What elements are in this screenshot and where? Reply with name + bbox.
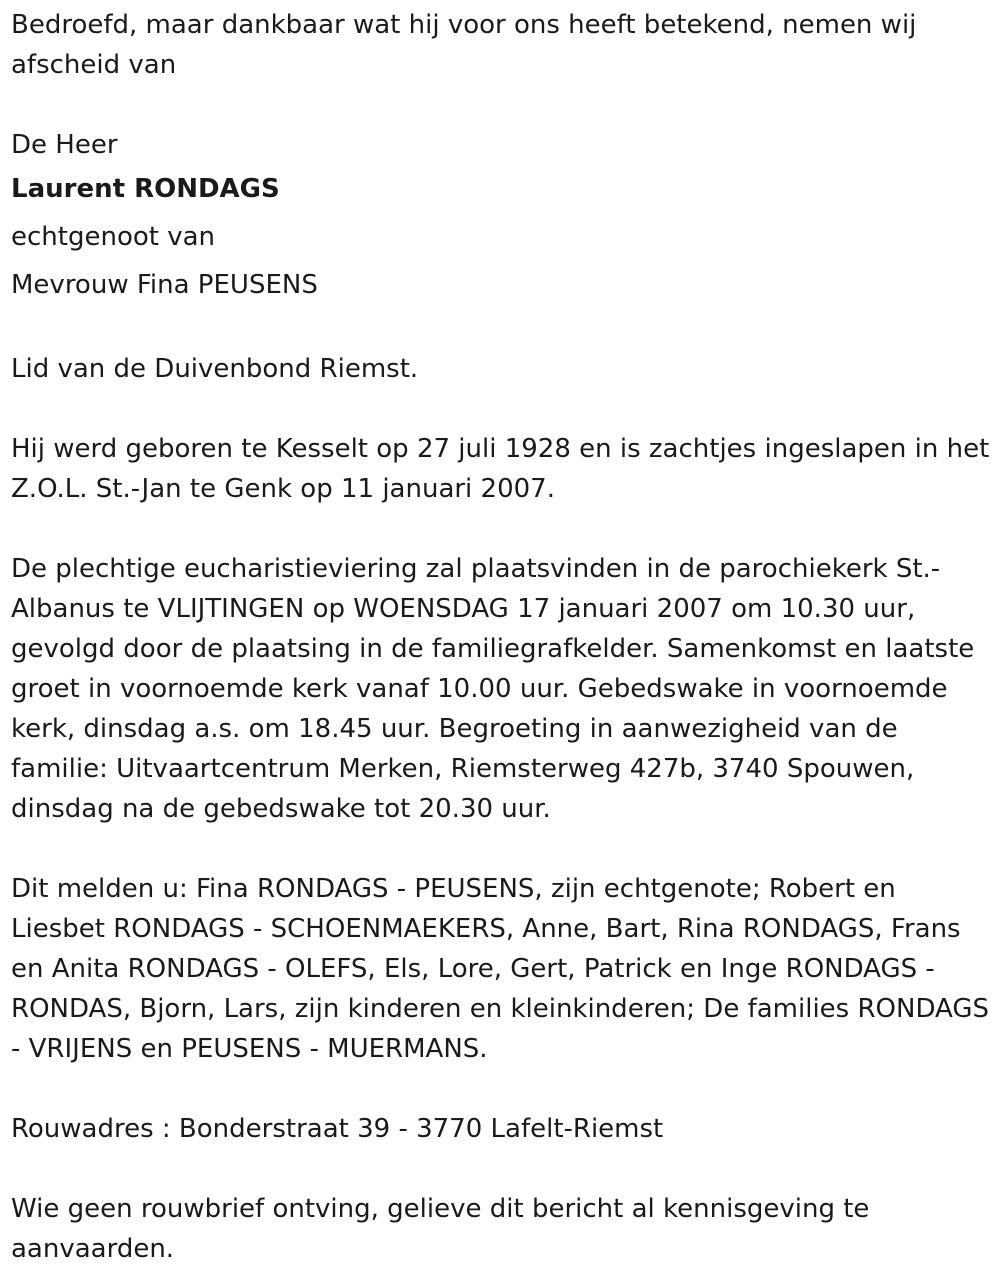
announcers-text: Dit melden u: Fina RONDAGS - PEUSENS, zijn echtgenote; Robert en Liesbet RONDAGS - SCHOENMAEKERS, Anne, Bart, Rina RONDAGS, Frans en Anita RONDAGS - OLEFS, Els, Lore, Gert, Patrick en Inge RONDAGS - RONDAS, Bjorn, Lars, zijn kinderen en kleinkinderen; De families RONDAGS - VRIJENS en PEUSENS - MUERMANS. xyxy=(11,874,989,1064)
obituary-document xyxy=(11,5,991,1269)
ceremony-text: De plechtige eucharistieviering zal plaatsvinden in de parochiekerk St.-Albanus te VLIJTINGEN op WOENSDAG 17 januari 2007 om 10.30 uur, gevolgd door de plaatsing in de familiegrafkelder. Samenkomst en laatste groet in voornoemde kerk vanaf 10.00 uur. Gebedswake in voornoemde kerk, dinsdag a.s. om 18.45 uur. Begroeting in aanwezigheid van de familie: Uitvaartcentrum Merken, Riemsterweg 427b, 3740 Spouwen, dinsdag na de gebedswake tot 20.30 uur. xyxy=(11,554,975,824)
relation-text: echtgenoot van xyxy=(11,222,216,252)
intro-text: Bedroefd, maar dankbaar wat hij voor ons heeft betekend, nemen wij afscheid van xyxy=(11,10,917,80)
address-text: Rouwadres : Bonderstraat 39 - 3770 Lafelt-Riemst xyxy=(11,1114,664,1144)
deceased-name: Laurent RONDAGS xyxy=(11,174,280,204)
spouse-name: Mevrouw Fina PEUSENS xyxy=(11,270,318,300)
title-prefix: De Heer xyxy=(11,130,118,160)
closing-text: Wie geen rouwbrief ontving, gelieve dit bericht al kennisgeving te aanvaarden. xyxy=(11,1194,870,1264)
deceased-block xyxy=(11,125,991,309)
membership-text: Lid van de Duivenbond Riemst. xyxy=(11,354,419,384)
birth-death-text: Hij werd geboren te Kesselt op 27 juli 1928 en is zachtjes ingeslapen in het Z.O.L. St.-Jan te Genk op 11 januari 2007. xyxy=(11,434,990,504)
